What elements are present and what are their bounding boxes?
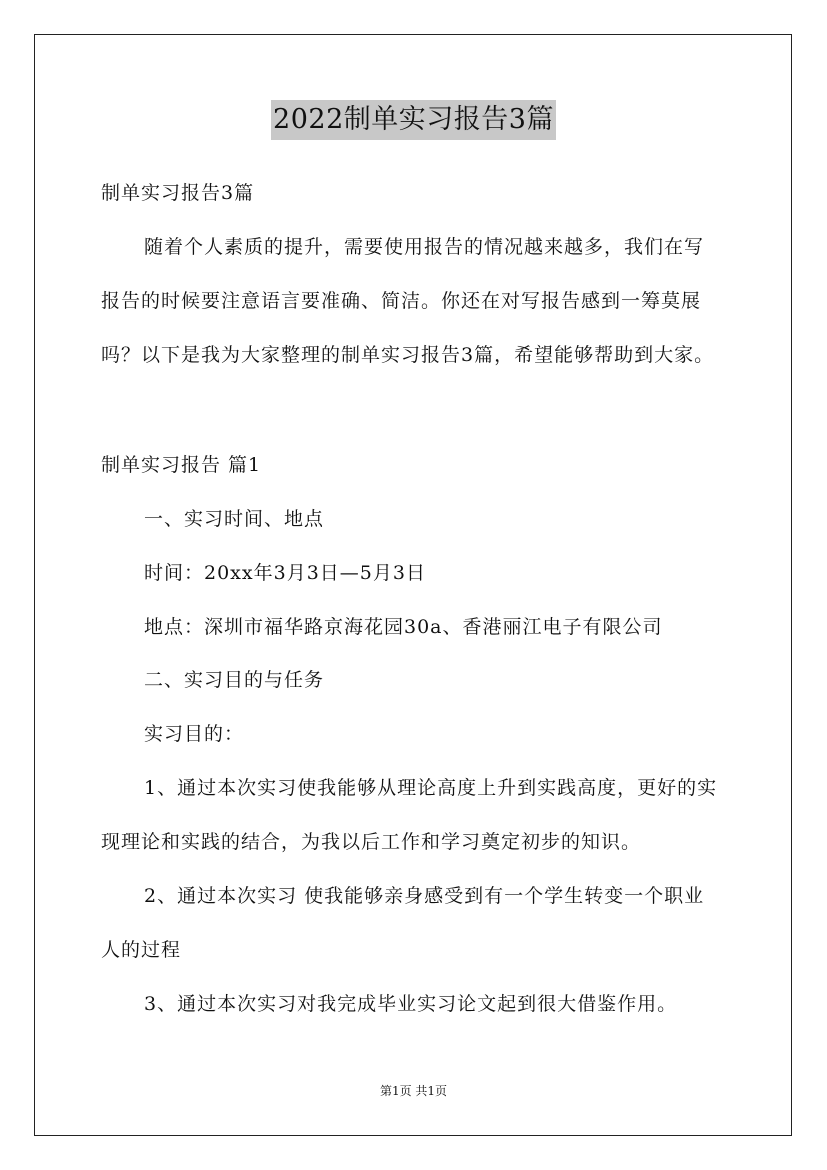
body-line-4: 二、实习目的与任务 (144, 669, 325, 691)
body-line-7: 现理论和实践的结合，为我以后工作和学习奠定初步的知识。 (101, 831, 642, 853)
document-title: 2022制单实习报告3篇 (271, 100, 556, 140)
intro-line-1: 随着个人素质的提升，需要使用报告的情况越来越多，我们在写 (144, 236, 705, 258)
body-line-2: 时间：20xx年3月3日—5月3日 (144, 562, 426, 584)
body-line-8: 2、通过本次实习 使我能够亲身感受到有一个学生转变一个职业 (144, 885, 705, 907)
body-line-3: 地点：深圳市福华路京海花园30a、香港丽江电子有限公司 (144, 616, 663, 638)
document-subtitle: 制单实习报告3篇 (101, 182, 255, 204)
intro-line-3: 吗？以下是我为大家整理的制单实习报告3篇，希望能够帮助到大家。 (101, 344, 715, 366)
section-heading: 制单实习报告 篇1 (101, 454, 262, 476)
body-line-1: 一、实习时间、地点 (144, 508, 325, 530)
body-line-5: 实习目的： (144, 723, 245, 745)
body-line-10: 3、通过本次实习对我完成毕业实习论文起到很大借鉴作用。 (144, 993, 678, 1015)
body-line-6: 1、通过本次实习使我能够从理论高度上升到实践高度，更好的实 (144, 777, 718, 799)
page-footer: 第1页 共1页 (379, 1084, 448, 1098)
intro-line-2: 报告的时候要注意语言要准确、简洁。你还在对写报告感到一筹莫展 (101, 290, 702, 312)
title-container (0, 100, 827, 140)
body-line-9: 人的过程 (101, 939, 182, 961)
